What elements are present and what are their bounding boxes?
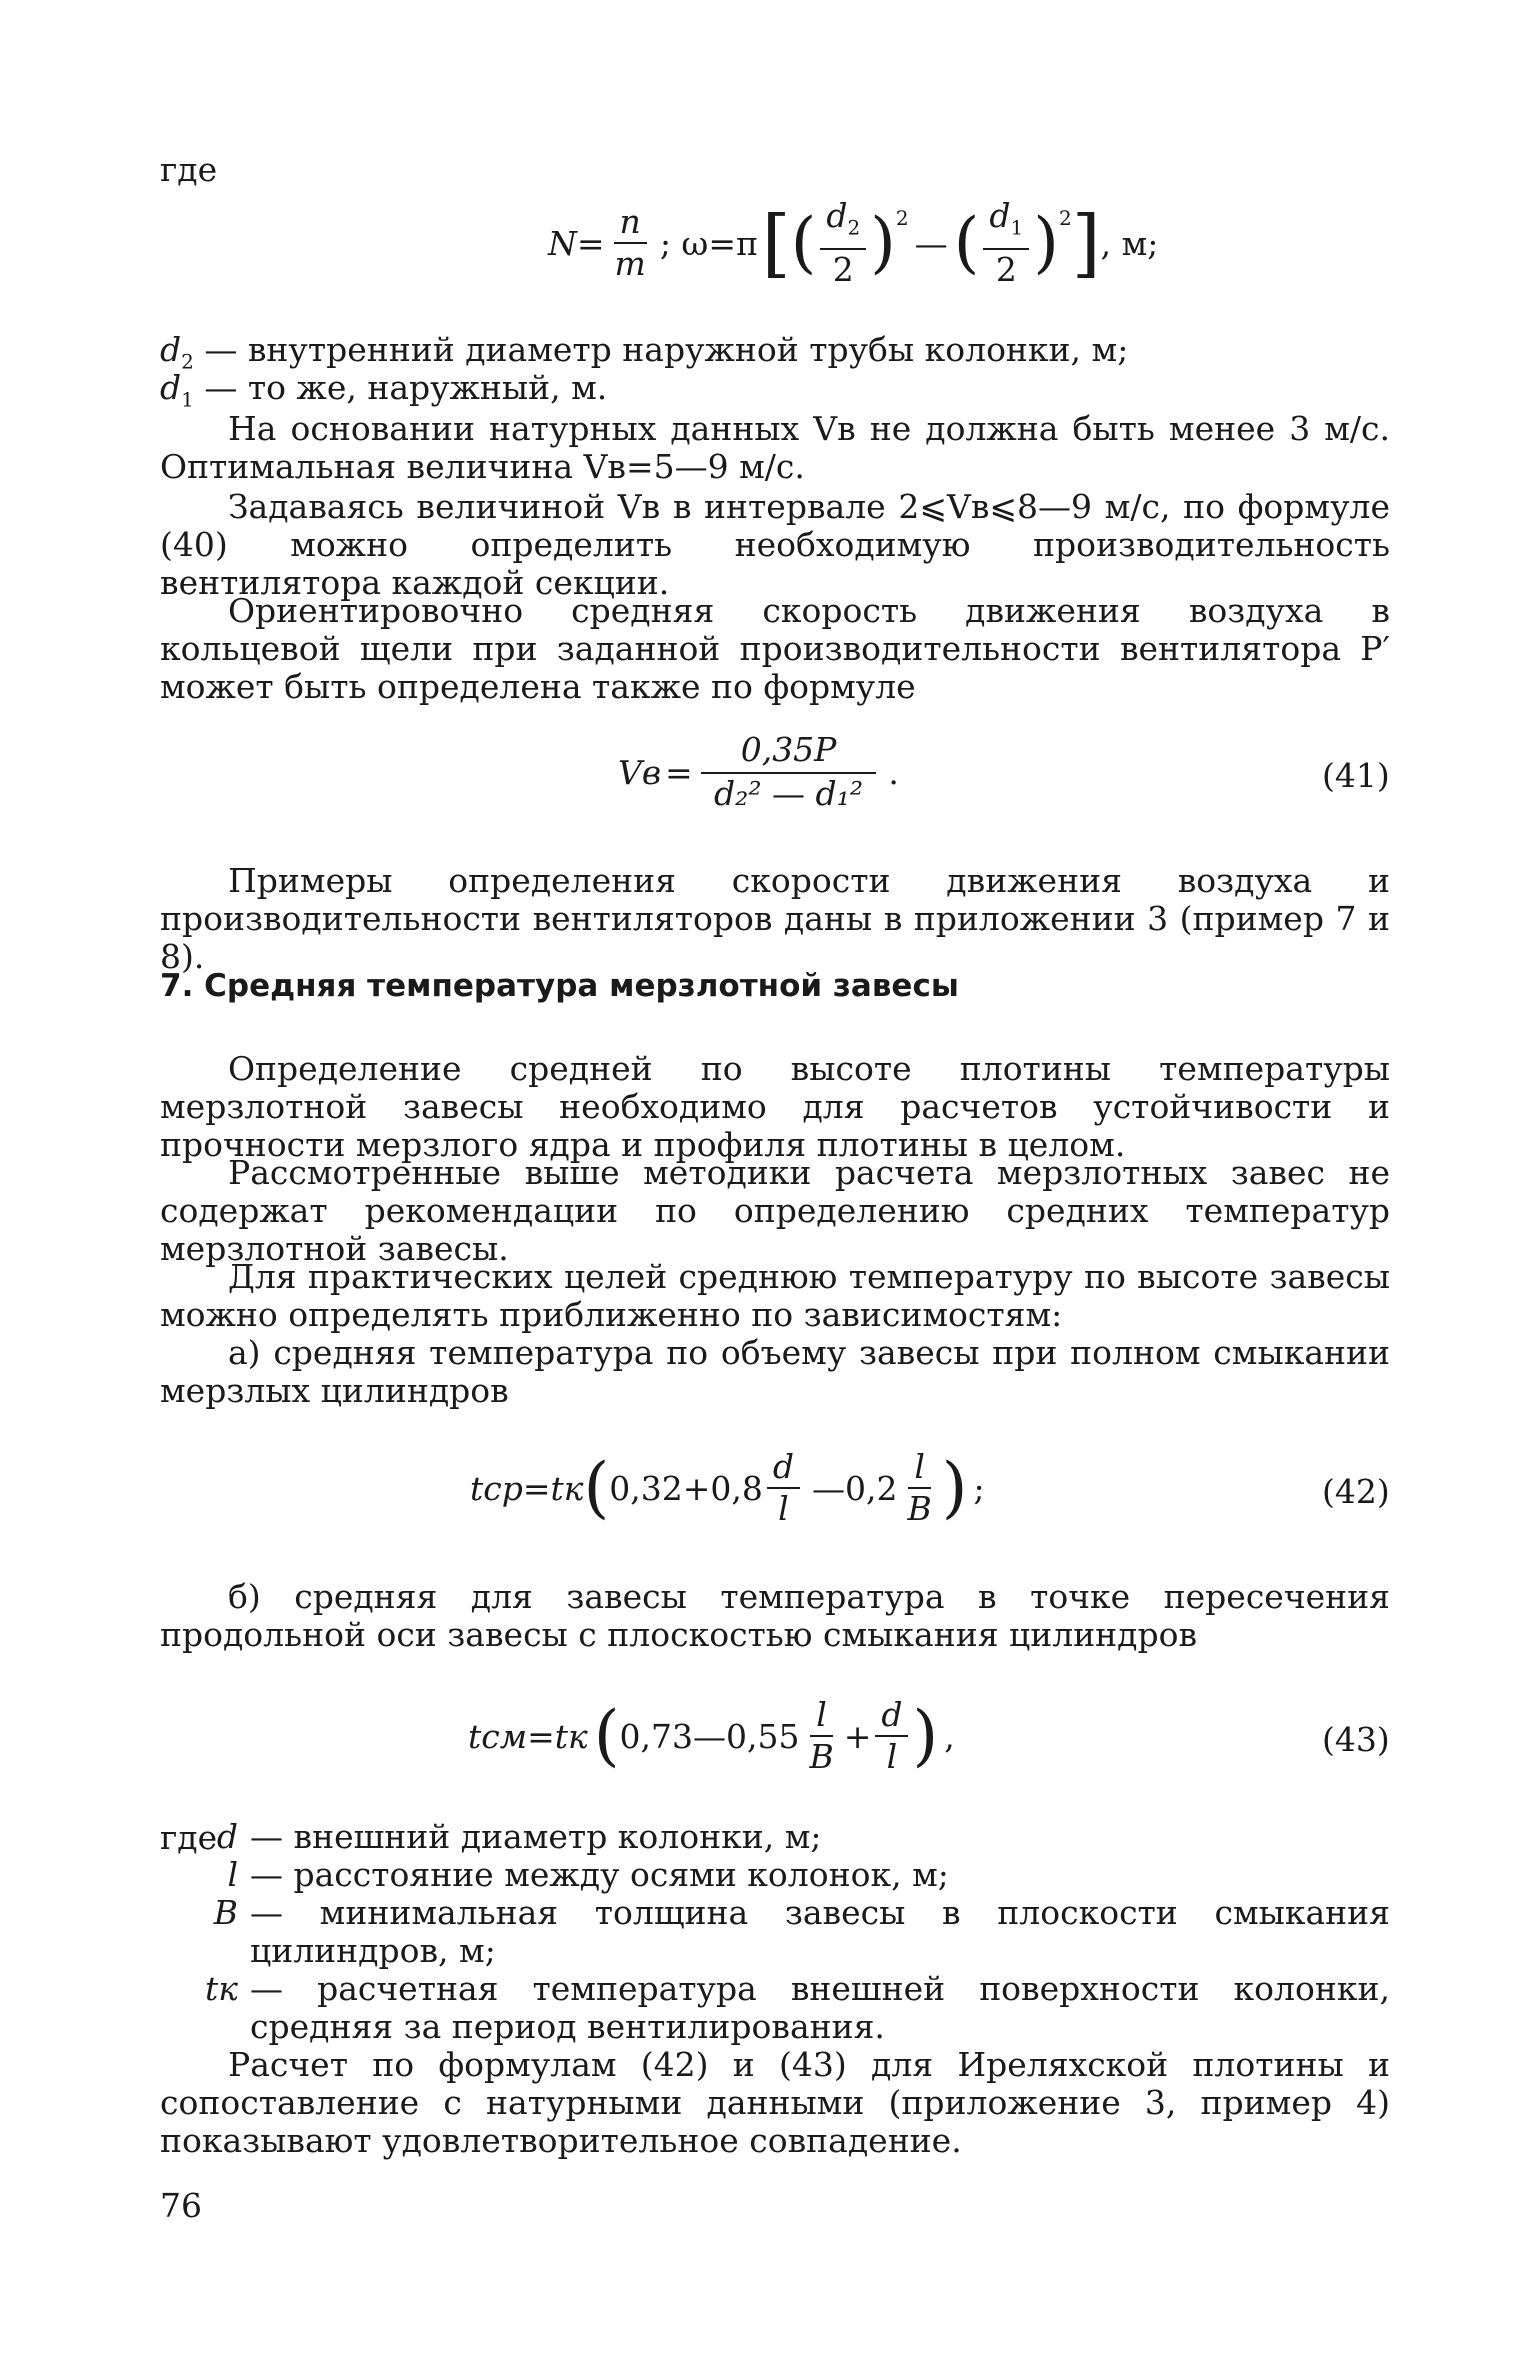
paragraph-examples: Примеры определения скорости движения воздуха и производительности вентиляторов даны в приложении 3 (пример 7 и 8).: [160, 861, 1390, 976]
close-bracket: ]: [1071, 200, 1101, 286]
def-l: l — расстояние между осями колонок, м;: [227, 1855, 949, 1894]
formula-n-fraction: $\frac{n}{m}$: [614, 202, 646, 283]
formula-n-lhs: N: [548, 223, 577, 263]
open-bracket: [: [761, 200, 791, 286]
formula-41: Vв = $\frac{0,35P}{\text{d₂² — d₁²}}$ .: [618, 730, 899, 813]
paragraph-case-b: б) средняя для завесы температура в точке пересечения продольной оси завесы с плоскостью смыкания цилиндров: [160, 1577, 1390, 1654]
formula-n-omega: N = $\frac{n}{m}$ ; ω=π [ ( $\frac{d_2}{2}$ ) $^2$ — ( $\frac{d_1}{2}$ ) $^2$ ] , м;: [548, 196, 1159, 289]
def-b: B — минимальная толщина завесы в плоскости смыкания цилиндров, м;: [213, 1893, 1390, 1970]
page-number: 76: [160, 2186, 202, 2225]
defs-where: где: [160, 1818, 218, 1857]
def-d2: $d_2$ — внутренний диаметр наружной трубы колонки, м;: [160, 330, 1129, 374]
equation-number-42: (42): [1322, 1472, 1390, 1511]
paragraph-definition: Определение средней по высоте плотины температуры мерзлотной завесы необходимо для расчетов устойчивости и прочности мерзлого ядра и профиля плотины в целом.: [160, 1049, 1390, 1164]
equation-number-41: (41): [1322, 756, 1390, 795]
paragraph-final: Расчет по формулам (42) и (43) для Иреляхской плотины и сопоставление с натурными данными (приложение 3, пример 4) показывают удовлетворительное совпадение.: [160, 2045, 1390, 2160]
formula-43: tсм=tк ( 0,73—0,55 $\frac{l}{B}$ + $\frac{d}{l}$ ) ,: [468, 1695, 955, 1776]
paragraph-velocity-interval: Задаваясь величиной Vв в интервале 2⩽Vв⩽8—9 м/с, по формуле (40) можно определить необходимую производительность вентилятора каждой секции.: [160, 487, 1390, 602]
paragraph-approx-velocity: Ориентировочно средняя скорость движения воздуха в кольцевой щели при заданной производительности вентилятора P′ может быть определена также по формуле: [160, 591, 1390, 706]
paragraph-practical: Для практических целей среднюю температуру по высоте завесы можно определять приближенно по зависимостям:: [160, 1257, 1390, 1334]
def-d1: $d_1$ — то же, наружный, м.: [160, 368, 608, 412]
formula-d2-fraction: $\frac{d_2}{2}$: [820, 198, 866, 288]
formula-n-tail: , м;: [1100, 223, 1159, 263]
formula-42: tср=tк ( 0,32+0,8 $\frac{d}{l}$ —0,2 $\frac{l}{B}$ ) ;: [470, 1447, 985, 1528]
paragraph-case-a: а) средняя температура по объему завесы при полном смыкании мерзлых цилиндров: [160, 1333, 1390, 1410]
formula-omega: ; ω=π: [659, 223, 758, 263]
section-heading: 7. Средняя температура мерзлотной завесы: [160, 968, 959, 1004]
formula-d1-fraction: $\frac{d_1}{2}$: [983, 198, 1029, 288]
def-d: d — внешний диаметр колонки, м;: [216, 1817, 822, 1856]
paragraph-methods: Рассмотренные выше методики расчета мерзлотных завес не содержат рекомендации по определению средних температур мерзлотной завесы.: [160, 1153, 1390, 1268]
def-tk: tк — расчетная температура внешней поверхности колонки, средняя за период вентилирования.: [205, 1969, 1390, 2046]
paragraph-natural-data: На основании натурных данных Vв не должна быть менее 3 м/с. Оптимальная величина Vв=5—9 м/с.: [160, 409, 1390, 486]
equation-number-43: (43): [1322, 1720, 1390, 1759]
intro-where: где: [160, 150, 218, 189]
